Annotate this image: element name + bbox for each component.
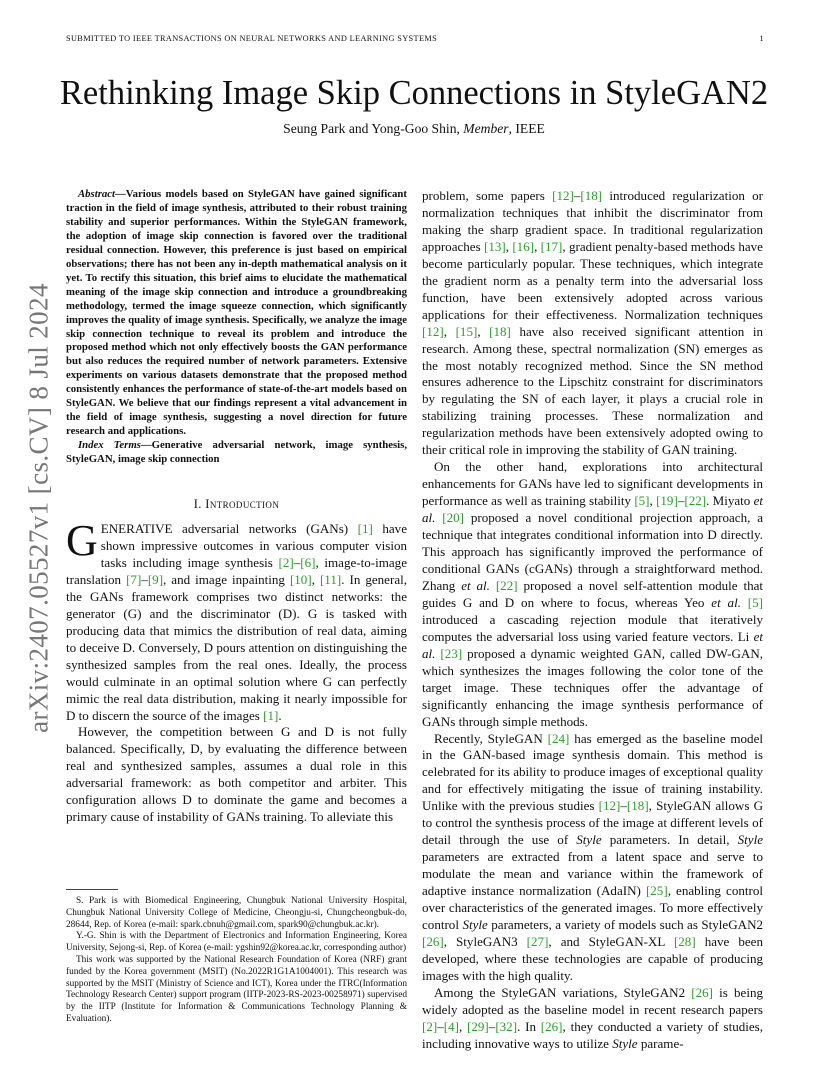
author-line: Seung Park and Yong-Goo Shin, Member, IEEE [283,121,545,136]
citation-link[interactable]: [18] [489,323,511,339]
intro-paragraph-1: GENERATIVE adversarial networks (GANs) [1] have shown impressive outcomes in various computer vision tasks including image synthesis [2]–[6], image-to-image translation [7]–[9], and image inpainting [10], [11]. In general, the GANs framework comprises two distinct networks: the generator (G) and the discriminator (D). G is tasked with producing data that mimics the distribution of real data, aiming to deceive D. Conversely, D pours attention on distinguishing the synthesized samples from the real ones. Ideally, the process would culminate in an optimal solution where G can perfectly mimic the real data distribution, making it nearly impossible for D to discern the source of the images [1]. [66,516,407,723]
intro-paragraph-4: On the other hand, explorations into architectural enhancements for GANs have led to significant developments in performance as well as training stability [5], [19]–[22]. Miyato et al. [20] proposed a novel conditional projection approach, a technique that integrates conditional information into D directly. This approach has significantly improved the performance of conditional GANs (cGANs) through a straightforward method. Zhang et al. [22] proposed a novel self-attention module that guides G and D on where to focus, whereas Yeo et al. [5] introduced a cascading rejection module that iteratively computes the adversarial loss using varied feature vectors. Li et al. [23] proposed a dynamic weighted GAN, called DW-GAN, which synthesizes the images following the color tone of the target image. These techniques offer the advantage of significantly enhancing the image synthesis performance of GANs through simple methods. [422,459,764,729]
citation-link[interactable]: [5] [747,594,763,610]
arxiv-sidebar-stamp: arXiv:2407.05527v1 [cs.CV] 8 Jul 2024 [23,283,54,733]
running-header: SUBMITTED TO IEEE TRANSACTIONS ON NEURAL NETWORKS AND LEARNING SYSTEMS [66,34,438,43]
intro-paragraph-6: Among the StyleGAN variations, StyleGAN2 [26] is being widely adopted as the baseline model in recent research papers [2]–[4], [29]–[32]. In [26], they conducted a variety of studies, including innovative ways to utilize Style parame- [422,984,764,1051]
citation-link[interactable]: [29] [467,1018,489,1034]
abstract: Abstract—Various models based on StyleGAN have gained significant traction in the field of image synthesis, attributed to their robust training stability and superior performances. Within the StyleGAN framework, the adoption of image skip connection is favored over the traditional residual connection. However, this preference is just based on empirical observations; there has not been any in-depth mathematical analysis on it yet. To rectify this situation, this brief aims to elucidate the mathematical meaning of the image skip connection and introduce a groundbreaking methodology, termed the image squeeze connection, which significantly improves the quality of image synthesis. Specifically, we analyze the image skip connection technique to reveal its problem and introduce the proposed method which not only effectively boosts the GAN performance but also reduces the required number of network parameters. Extensive experiments on various datasets demonstrate that the proposed method consistently enhances the performance of state-of-the-art models based on StyleGAN. We believe that our findings represent a vital advancement in the field of image synthesis, suggesting a novel direction for future research and applications. [66,188,407,438]
citation-link[interactable]: [17] [540,238,563,254]
citation-link[interactable]: [24] [547,730,570,746]
drop-cap: G [66,516,98,566]
citation-link[interactable]: [12] [552,188,574,203]
intro-paragraph-2: However, the competition between G and D is not fully balanced. Specifically, D, by evaluating the difference between real and synthesized samples, assumes a dual role in this adversarial framework: as both competitor and arbiter. This configuration allows D to dominate the game and becomes a primary cause of instability of GANs training. To alleviate this [66,724,407,825]
footnote-rule [66,889,118,890]
citation-link[interactable]: [18] [580,188,603,203]
citation-link[interactable]: [2] [278,554,294,570]
citation-link[interactable]: [2] [422,1018,438,1034]
citation-link[interactable]: [20] [442,510,465,526]
citation-link[interactable]: [15] [455,323,478,339]
citation-link[interactable]: [22] [495,577,518,593]
section-heading-introduction: I. Introduction [193,497,280,512]
citation-link[interactable]: [28] [673,933,696,949]
page-number: 1 [759,34,764,43]
citation-link[interactable]: [10] [289,571,312,587]
citation-link[interactable]: [23] [440,645,463,661]
citation-link[interactable]: [27] [526,933,549,949]
citation-link[interactable]: [26] [540,1018,563,1034]
citation-link[interactable]: [1] [357,521,373,537]
intro-paragraph-3: problem, some papers [12]–[18] introduced regularization or normalization techniques that inhibit the discriminator from making the sharp gradient space. In traditional regularization approaches [13], [16], [17], gradient penalty-based methods have become particularly popular. These techniques, which integrate the gradient norm as a penalty term into the adversarial loss function, have been extensively adopted across various applications for their effectiveness. Normalization techniques [12], [15], [18] have also received significant attention in research. Among these, spectral normalization (SN) emerges as the most notably recognized method. Since the SN method ensures adherence to the Lipschitz constraint for discriminators by regulating the SN of each layer, it plays a crucial role in stabilizing training processes. These normalization and regularization methods have been extensively adopted owing to their critical role in improving the stability of GAN training. [422,188,763,458]
citation-link[interactable]: [26] [422,933,444,949]
citation-link[interactable]: [11] [319,571,342,587]
citation-link[interactable]: [12] [422,323,444,339]
citation-link[interactable]: [25] [645,883,668,899]
right-column [422,188,763,1053]
citation-link[interactable]: [16] [512,238,535,254]
citation-link[interactable]: [32] [495,1018,518,1034]
footnote-affiliation-shin: Y.-G. Shin is with the Department of Electronics and Information Engineering, Korea University, Sejong-si, Rep. of Korea (e-mail: ygshin92@korea.ac.kr, corresponding author) [66,931,407,954]
citation-link[interactable]: [13] [484,238,506,254]
intro-paragraph-5: Recently, StyleGAN [24] has emerged as the baseline model in the GAN-based image synthesis domain. This method is celebrated for its ability to produce images of exceptional quality and for effectively mitigating the issue of training instability. Unlike with the previous studies [12]–[18], StyleGAN allows G to control the synthesis process of the image at different levels of detail through the use of Style parameters. In detail, Style parameters are extracted from a latent space and serve to modulate the mean and variance within the framework of adaptive instance normalization (AdaIN) [25], enabling control over characteristics of the generated images. To more effectively control Style parameters, a variety of models such as StyleGAN2 [26], StyleGAN3 [27], and StyleGAN-XL [28] have been developed, where these technologies are capable of producing images with the high quality. [422,730,764,983]
citation-link[interactable]: [22] [684,493,707,509]
citation-link[interactable]: [26] [691,984,713,1000]
citation-link[interactable]: [5] [634,493,650,509]
citation-link[interactable]: [4] [443,1018,459,1034]
citation-link[interactable]: [6] [300,554,316,570]
citation-link[interactable]: [9] [147,571,164,587]
footnote-funding: This work was supported by the National Research Foundation of Korea (NRF) grant funded by the Korea government (MSIT) (No.2022R1G1A1004001). This research was supported by the MSIT (Ministry of Science and ICT), Korea under the ITRC(Information Technology Research Center) support program (IITP-2023-RS-2023-00258971) supervised by the IITP (Institute for Information & Communications Technology Planning & Evaluation). [66,954,407,1024]
citation-link[interactable]: [18] [626,798,649,814]
footnote-affiliation-park: S. Park is with Biomedical Engineering, Chungbuk National University Hospital, Chungbuk National University College of Medicine, Cheongju-si, Chungcheongbuk-do, 28644, Rep. of Korea (e-mail: spark.cbnuh@gmail.com, spark90@chungbuk.ac.kr). [66,896,407,930]
citation-link[interactable]: [19] [656,493,678,509]
footnotes [66,896,407,1026]
citation-link[interactable]: [7] [126,571,142,587]
citation-link[interactable]: [1] [263,707,279,723]
left-column [66,188,407,826]
citation-link[interactable]: [12] [598,798,621,814]
paper-title: Rethinking Image Skip Connections in StyleGAN2 [59,74,769,112]
index-terms: Index Terms—Generative adversarial network, image synthesis, StyleGAN, image skip connection [66,439,408,466]
